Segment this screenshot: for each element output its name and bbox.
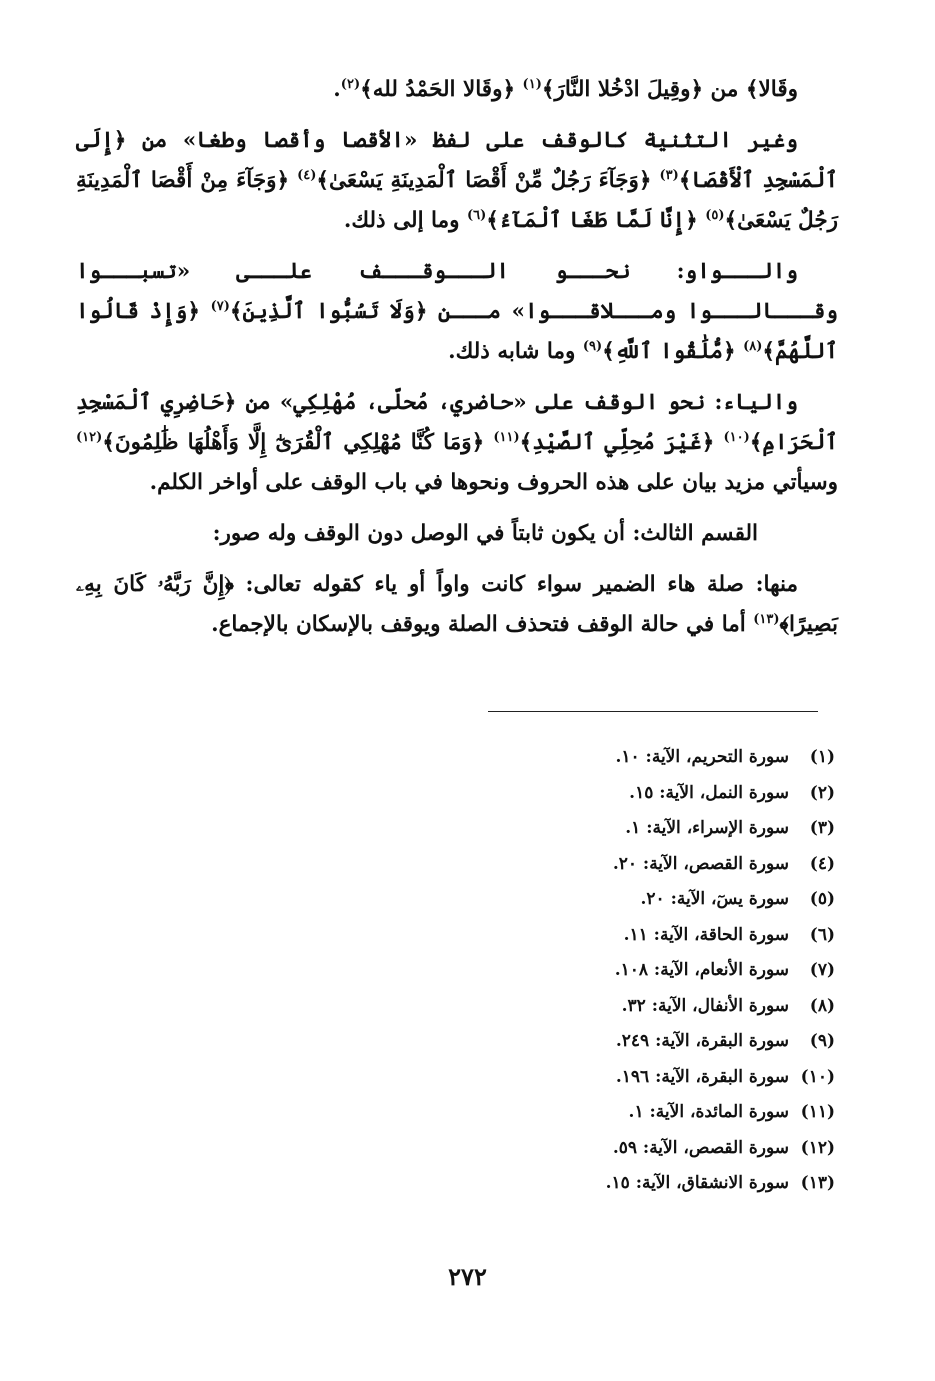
footnote-item (415, 776, 835, 812)
quran-verse: ﴿مُّلَٰقُوا ٱللَّهِ﴾ (602, 339, 736, 364)
paragraph-text: والياء: نحو الوقف على «حاضري، مُحلّى، مُهْلِكِي» من (236, 390, 798, 415)
paragraph-text: وقَالا﴾ من (703, 77, 798, 102)
footnote-text: سورة الانشقاق، الآية: ١٥. (605, 1173, 789, 1193)
footnote-ref: (٤) (297, 167, 317, 183)
footnote-ref: (١٠) (723, 429, 750, 445)
paragraph-text: وما شابه ذلك. (448, 339, 583, 364)
footnote-item (415, 953, 835, 989)
quran-verse: ﴿وَجَآءَ رَجُلٌ مِّنْ أَقْصَا ٱلْمَدِينَةِ يَسْعَىٰ﴾ (316, 168, 652, 193)
paragraph-text (714, 430, 723, 455)
paragraph (76, 70, 838, 110)
footnote-number: (١٠) (800, 1066, 835, 1087)
footnote-item (415, 918, 835, 954)
footnote-number: (٧) (809, 960, 835, 980)
paragraph-text: وسيأتي مزيد بيان على هذه الحروف ونحوها في باب الوقف على أواخر الكلم. (149, 470, 838, 495)
paragraph (76, 514, 838, 554)
footnote-ref: (١٣) (753, 611, 780, 627)
footnote-item (415, 1024, 835, 1060)
footnote-text: سورة المائدة، الآية: ١. (628, 1102, 789, 1122)
footnote-ref: (١) (522, 76, 542, 92)
footnote-number: (٨) (809, 995, 835, 1016)
quran-verse: ﴿حَاضِرِي ٱلْمَسْجِدِ ٱلْحَرَامِ﴾ (76, 390, 838, 455)
paragraph-text: وغير التثنية كالوقف على لفظ «الأقصا وأقصا وطغا» من (126, 128, 798, 153)
footnote-text: سورة التحريم، الآية: ١٠. (615, 747, 789, 767)
paragraph-text: . (333, 77, 341, 102)
quran-verse: ﴿وقَالا الحَمْدُ لله﴾ (360, 77, 516, 102)
footnote-ref: (٩) (582, 338, 603, 354)
paragraph (76, 252, 838, 372)
footnote-text: سورة الأنعام، الآية: ١٠٨. (614, 960, 789, 980)
quran-verse: ﴿غَيْرَ مُحِلِّي ٱلصَّيْدِ﴾ (519, 430, 715, 455)
footnote-number: (١٢) (800, 1137, 835, 1158)
footnote-item (415, 989, 835, 1025)
footnote-text: سورة البقرة، الآية: ١٩٦. (615, 1066, 789, 1087)
footnote-item (415, 1095, 835, 1131)
footnote-item (415, 1131, 835, 1167)
footnote-number: (١١) (800, 1102, 835, 1122)
footnote-number: (١٣) (800, 1173, 835, 1193)
footnote-item (415, 847, 835, 883)
paragraph-text (200, 299, 211, 324)
footnote-number: (٩) (809, 1031, 835, 1051)
page-number: ٢٧٢ (448, 1262, 487, 1291)
footnote-item (415, 882, 835, 918)
paragraph-text (652, 168, 660, 193)
footnote-ref: (٧) (210, 298, 230, 314)
quran-verse: ﴿إِنَّ رَبَّهُۥ كَانَ بِهِۦ بَصِيرًا﴾ (76, 572, 838, 637)
footnote-ref: (٦) (466, 207, 487, 223)
quran-verse: ﴿وَلَا تَسُبُّوا ٱلَّذِينَ﴾ (229, 299, 428, 324)
footnote-text: سورة القصص، الآية: ٥٩. (612, 1137, 789, 1158)
footnote-item (415, 1060, 835, 1096)
main-text (76, 70, 838, 656)
footnote-number: (٥) (809, 889, 835, 909)
footnote-divider (488, 711, 818, 712)
footnote-number: (٤) (809, 853, 835, 874)
paragraph (76, 565, 838, 645)
footnote-number: (٢) (809, 782, 835, 803)
footnote-ref: (١١) (493, 429, 520, 445)
quran-verse: ﴿إِلَى ٱلْمَسْجِدِ ٱلْأَقْصَا﴾ (76, 128, 838, 193)
paragraph-text: وما إلى ذلك. (343, 208, 467, 233)
footnote-text: سورة يسٓ، الآية: ٢٠. (640, 889, 789, 909)
footnote-text: سورة القصص، الآية: ٢٠. (612, 853, 789, 874)
footnote-item (415, 811, 835, 847)
footnote-ref: (١٢) (76, 429, 103, 445)
footnote-text: سورة الحاقة، الآية: ١١. (623, 924, 789, 945)
paragraph-text: أما في حالة الوقف فتحذف الصلة ويوقف بالإسكان بالإجماع. (211, 612, 754, 637)
paragraph-text: والـــواو: نحـــو الـــوقـــف علـــى «تسبـــوا وقـــالـــوا ومـــلاقـــوا» مـــن (76, 259, 838, 324)
quran-verse: ﴿وقِيلَ ادْخُلا النَّارَ﴾ (541, 77, 704, 102)
quran-verse: ﴿وَمَا كُنَّا مُهْلِكِي ٱلْقُرَىٰٓ إِلَّا وَأَهْلُهَا ظَٰلِمُونَ﴾ (102, 430, 485, 455)
paragraph (76, 383, 838, 503)
footnote-item (415, 740, 835, 776)
footnote-ref: (٨) (743, 338, 763, 354)
paragraph-text (289, 168, 297, 193)
paragraph-text: منها: صلة هاء الضمير سواء كانت واواً أو ياء كقوله تعالى: (233, 572, 798, 597)
footnote-text: سورة الإسراء، الآية: ١. (625, 818, 789, 838)
footnote-ref: (٥) (705, 207, 725, 223)
footnote-number: (٦) (809, 924, 835, 945)
footnote-ref: (٣) (659, 167, 679, 183)
paragraph-text (515, 77, 523, 102)
quran-verse: ﴿وَجَآءَ مِنْ أَقْصَا ٱلْمَدِينَةِ رَجُلٌ يَسْعَىٰ﴾ (76, 168, 838, 233)
footnote-ref: (٢) (340, 76, 361, 92)
footnote-number: (٣) (809, 818, 835, 838)
paragraph-text: القسم الثالث: أن يكون ثابتاً في الوصل دون الوقف وله صور: (212, 521, 758, 546)
footnote-text: سورة البقرة، الآية: ٢٤٩. (615, 1031, 789, 1051)
paragraph-text (736, 339, 744, 364)
quran-verse: ﴿وَإِذْ قَالُوا ٱللَّهُمَّ﴾ (76, 299, 838, 364)
quran-verse: ﴿إِنَّا لَمَّا طَغَا ٱلْمَآءُ﴾ (486, 208, 698, 233)
footnotes-list (415, 740, 835, 1202)
footnote-text: سورة النمل، الآية: ١٥. (629, 782, 789, 803)
footnote-number: (١) (809, 747, 835, 767)
footnote-item (415, 1166, 835, 1202)
footnote-text: سورة الأنفال، الآية: ٣٢. (621, 995, 789, 1016)
paragraph (76, 121, 838, 241)
